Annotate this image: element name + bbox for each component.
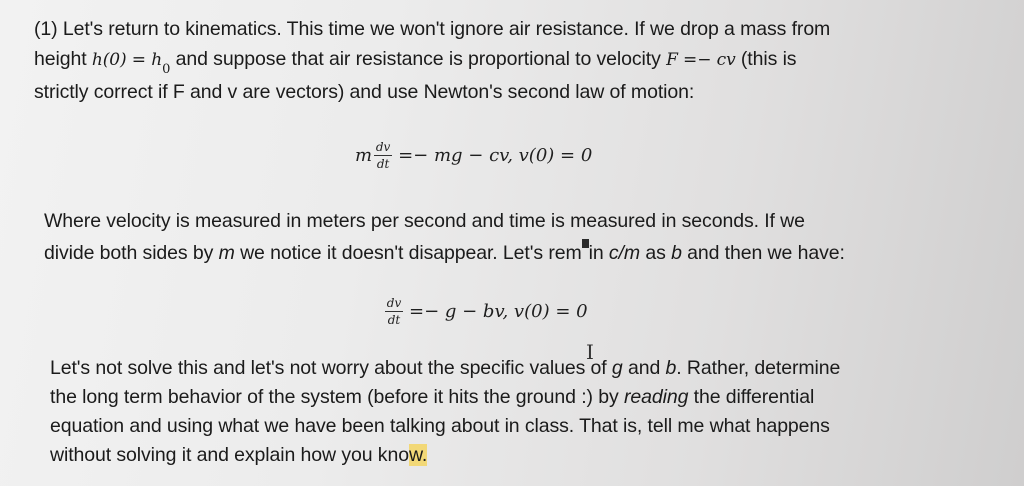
text-b: b xyxy=(671,242,682,264)
fraction-bar xyxy=(374,155,392,156)
question-line xyxy=(50,441,950,470)
fraction-denominator: dt xyxy=(387,313,401,327)
text-span: Let's not solve this and let's not worry about the specific values of xyxy=(50,357,612,379)
math-equals: = xyxy=(126,50,152,70)
text-m: m xyxy=(218,242,235,264)
math-h: h xyxy=(151,50,163,70)
math-h0: h(0) xyxy=(91,50,127,70)
text-span: and xyxy=(622,357,666,379)
text-caret xyxy=(582,239,589,248)
text-highlight: w. xyxy=(408,444,428,466)
text-span: height xyxy=(34,48,92,70)
question-line: equation and using what we have been talking about in class. That is, tell me what happens xyxy=(50,415,830,437)
text-g: g xyxy=(611,357,623,379)
text-span: as xyxy=(640,242,672,264)
question-line: (1) Let's return to kinematics. This time we won't ignore air resistance. If we drop a mass from xyxy=(34,18,831,40)
text-span: (this is xyxy=(735,48,797,70)
equation-rhs: =− g − bv, v(0) = 0 xyxy=(409,301,588,322)
question-paragraph-2 xyxy=(44,205,944,269)
question-line xyxy=(34,44,994,77)
question-line: strictly correct if F and v are vectors) and use Newton's second law of motion: xyxy=(34,81,695,103)
text-cursor-icon: I xyxy=(586,340,594,364)
fraction-dvdt xyxy=(374,140,392,171)
text-reading: reading xyxy=(623,386,689,408)
math-force: F =− cv xyxy=(666,50,736,70)
text-span: the differential xyxy=(688,386,815,408)
fraction-numerator: dv xyxy=(386,296,402,310)
text-span: divide both sides by xyxy=(44,242,219,264)
question-paragraph-1 xyxy=(34,14,994,107)
question-line xyxy=(44,237,944,269)
text-span: without solving it and explain how you kno xyxy=(50,444,409,466)
math-subscript: 0 xyxy=(162,62,171,77)
equation-simplified xyxy=(383,296,588,327)
fraction-dvdt xyxy=(385,296,403,327)
text-span: we notice it doesn't disappear. Let's rem xyxy=(234,242,582,264)
text-span: the long term behavior of the system (before it hits the ground :) by xyxy=(50,386,624,408)
equation-rhs: =− mg − cv, v(0) = 0 xyxy=(398,145,593,166)
text-span: . Rather, determine xyxy=(676,357,841,379)
question-line: Where velocity is measured in meters per second and time is measured in seconds. If we xyxy=(44,210,805,232)
question-paragraph-3 xyxy=(50,354,950,470)
equation-newton xyxy=(355,140,592,171)
text-span: and suppose that air resistance is proportional to velocity xyxy=(170,48,667,70)
text-b: b xyxy=(665,357,677,379)
text-span: in xyxy=(588,242,609,264)
fraction-numerator: dv xyxy=(375,140,391,154)
fraction-denominator: dt xyxy=(376,157,390,171)
question-line xyxy=(50,354,950,383)
fraction-bar xyxy=(385,311,403,312)
text-cm: c/m xyxy=(608,242,641,264)
text-span: and then we have: xyxy=(681,242,845,264)
math-m: m xyxy=(355,145,373,166)
question-line xyxy=(50,383,950,412)
